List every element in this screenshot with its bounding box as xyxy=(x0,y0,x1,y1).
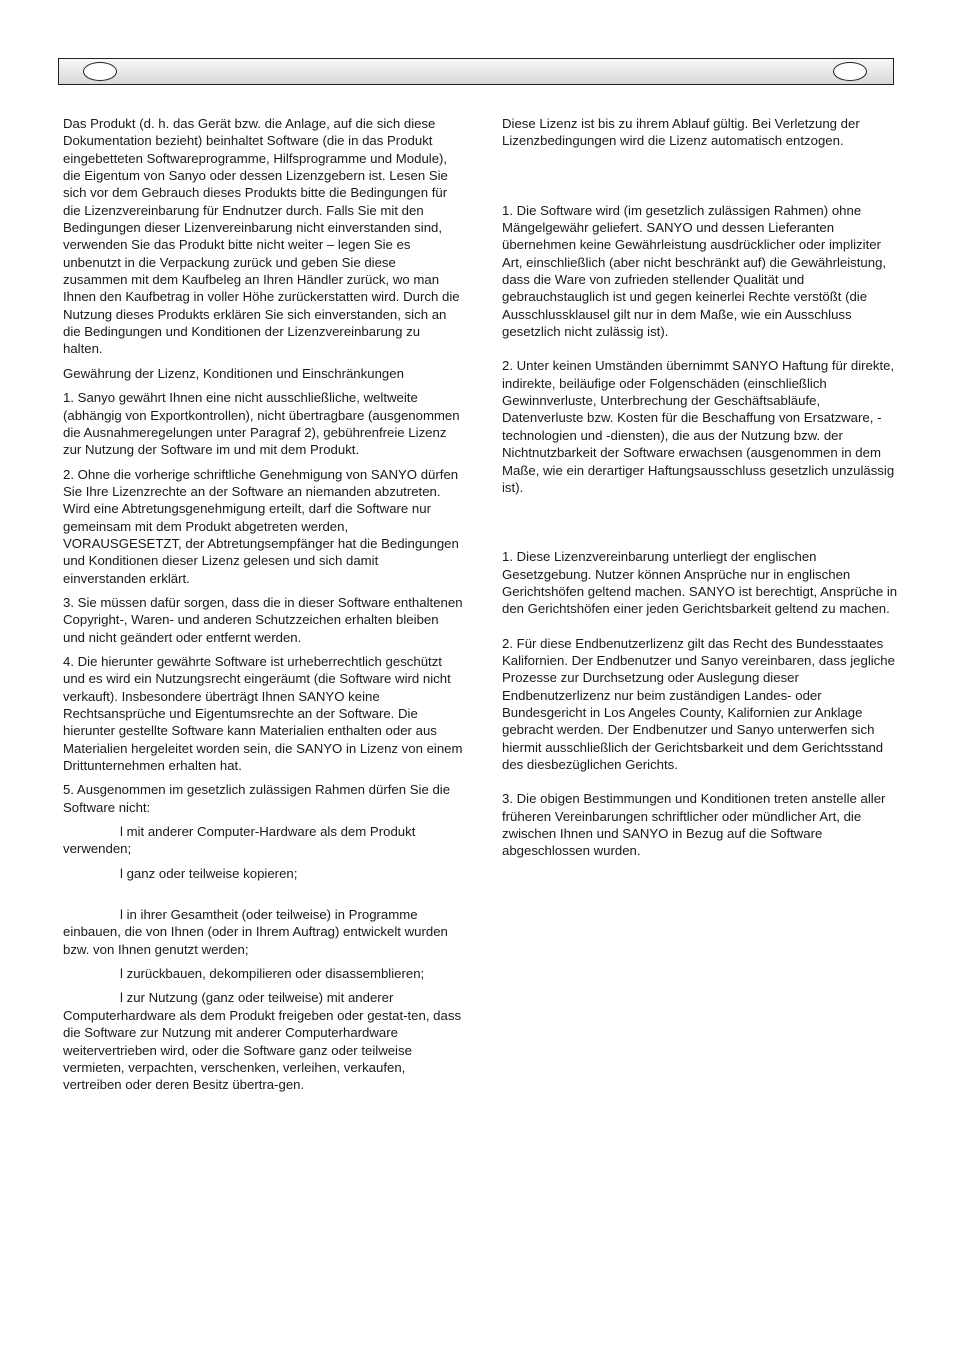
clause-5: 5. Ausgenommen im gesetzlich zulässigen Rahmen dürfen Sie die Software nicht: xyxy=(63,782,451,815)
law-clause-2: 2. Für diese Endbenutzerlizenz gilt das Recht des Bundesstaates Kalifornien. Der Endbenutzer und Sanyo vereinbaren, dass jegliche Prozesse zur Durchsetzung oder Auslegung dieser Endbenutzerlizenz nur beim zuständigen Landes- oder Bundesgericht in Los Angeles County, Kalifornien zur Anklage gebracht werden. Der Endbenutzer und Sanyo unterwerfen sich hiermit ausschließlich der Gerichtsbarkeit und dem Gerichtsstand des diesbezüglichen Gerichts. xyxy=(502,635,895,772)
clause-3: 3. Sie müssen dafür sorgen, dass die in dieser Software enthaltenen Copyright-, Waren- und anderen Schutzzeichen erhalten bleiben und nicht geändert oder entfernt werden. xyxy=(63,594,463,645)
restriction-item-5: l zur Nutzung (ganz oder teilweise) mit anderer Computerhardware als dem Produkt freigeben oder gestat-ten, dass die Software zur Nutzung mit anderer Computerhardware weitervertrieben wird, oder die Software ganz oder teilweise vermieten, verpachten, verschenken, verleihen, verkaufen, vertreiben oder deren Besitz übertra-gen. xyxy=(63,990,462,1093)
restriction-item-1: l mit anderer Computer-Hardware als dem Produkt verwenden; xyxy=(63,824,416,857)
warranty-clause-1: 1. Die Software wird (im gesetzlich zulässigen Rahmen) ohne Mängelgewähr geliefert. SANYO und dessen Lieferanten übernehmen keine Gewährleistung ausdrücklicher oder impliziter Art, einschließlich (aber nicht beschränkt auf) die Gewährleistung, dass die Ware von zufrieden stellender Qualität und gebrauchstauglich ist und gegen keinerlei Rechte verstößt (die Ausschlussklausel gilt nur in dem Maße, wie ein Ausschluss gesetzlich nicht zulässig ist). xyxy=(502,202,887,340)
grant-heading: Gewährung der Lizenz, Konditionen und Einschränkungen xyxy=(63,365,404,381)
clause-2: 2. Ohne die vorherige schriftliche Genehmigung von SANYO dürfen Sie Ihre Lizenzrechte an der Software an niemanden abzutreten. Wird eine Abtretungsgenehmigung erteilt, darf die Software nur gemeinsam mit dem Produkt abgetreten werden, VORAUSGESETZT, der Abtretungsempfänger hat die Bedingungen und Konditionen dieser Lizenz gelesen und sich damit einverstanden erklärt. xyxy=(63,466,459,586)
restriction-item-2: l ganz oder teilweise kopieren; xyxy=(120,865,298,881)
warranty-clause-2: 2. Unter keinen Umständen übernimmt SANYO Haftung für direkte, indirekte, beiläufige oder Folgenschäden (einschließlich Gewinnverluste, Unterbrechung der Geschäftsabläufe, Datenverluste bzw. Kosten für die Beschaffung von Ersatzware, -technologien und -diensten), die aus der Nutzung bzw. der Nichtnutzbarkeit der Software erwachsen (ausgenommen in dem Maße, wie ein derartiger Haftungsausschluss gesetzlich unzulässig ist). xyxy=(502,358,895,495)
law-clause-3: 3. Die obigen Bestimmungen und Konditionen treten anstelle aller früheren Vereinbarungen schriftlicher oder mündlicher Art, die zwischen Ihnen und SANYO in Bezug auf die Software abgeschlossen wurden. xyxy=(502,791,886,859)
language-oval-right xyxy=(833,62,867,81)
term-paragraph: Diese Lizenz ist bis zu ihrem Ablauf gültig. Bei Verletzung der Lizenzbedingungen wird die Lizenz automatisch entzogen. xyxy=(502,116,860,149)
left-column xyxy=(63,115,463,1094)
header-bar xyxy=(58,58,894,85)
language-oval-left xyxy=(83,62,117,81)
clause-1: 1. Sanyo gewährt Ihnen eine nicht ausschließliche, weltweite (abhängig von Exportkontrollen), nicht übertragbare (ausgenommen die Ausnahmeregelungen unter Paragraf 2), gebührenfreie Lizenz zur Nutzung der Software im und mit dem Produkt. xyxy=(63,390,460,458)
restriction-item-4: l zurückbauen, dekompilieren oder disassemblieren; xyxy=(120,966,425,982)
clause-4: 4. Die hierunter gewährte Software ist urheberrechtlich geschützt und es wird ein Nutzungsrecht eingeräumt (die Software wird nicht verkauft). Insbesondere überträgt Ihnen SANYO keine Rechtsansprüche und Eigentumsrechte an der Software. Die hierunter gestellte Software kann Materialien enthalten oder aus Materialien hergeleitet worden sein, die SANYO in Lizenz von einem Drittunternehmen erhalten hat. xyxy=(63,653,463,774)
right-column xyxy=(502,115,900,860)
restriction-item-3: l in ihrer Gesamtheit (oder teilweise) in Programme einbauen, die von Ihnen (oder in Ihrem Auftrag) entwickelt wurden bzw. von Ihnen genutzt werden; xyxy=(63,907,448,957)
intro-paragraph: Das Produkt (d. h. das Gerät bzw. die Anlage, auf die sich diese Dokumentation bezieht) beinhaltet Software (die in das Produkt eingebetteten Softwareprogramme, Hilfsprogramme und Module), die Eigentum von Sanyo oder dessen Lizenzgebern ist. Lesen Sie sich vor dem Gebrauch dieses Produkts bitte die Bedingungen für die Lizenzvereinbarung für Endnutzer durch. Falls Sie mit den Bedingungen dieser Lizenvereinbarung nicht einverstanden sind, verwenden Sie das Produkt bitte nicht weiter – legen Sie es unbenutzt in die Verpackung zurück und geben Sie diese zusammen mit dem Kaufbeleg an Ihren Händler zurück, wo man Ihnen den Kaufbetrag in voller Höhe zurückerstatten wird. Durch die Nutzung dieses Produkts erklären Sie sich einverstanden, sich an die Bedingungen und Konditionen der Lizenzvereinbarung zu halten. xyxy=(63,116,460,357)
law-clause-1: 1. Diese Lizenzvereinbarung unterliegt der englischen Gesetzgebung. Nutzer können Ansprüche nur in englischen Gerichtshöfen geltend machen. SANYO ist berechtigt, Ansprüche in den Gerichtshöfen einer jeden Gerichtsbarkeit geltend zu machen. xyxy=(502,549,898,617)
